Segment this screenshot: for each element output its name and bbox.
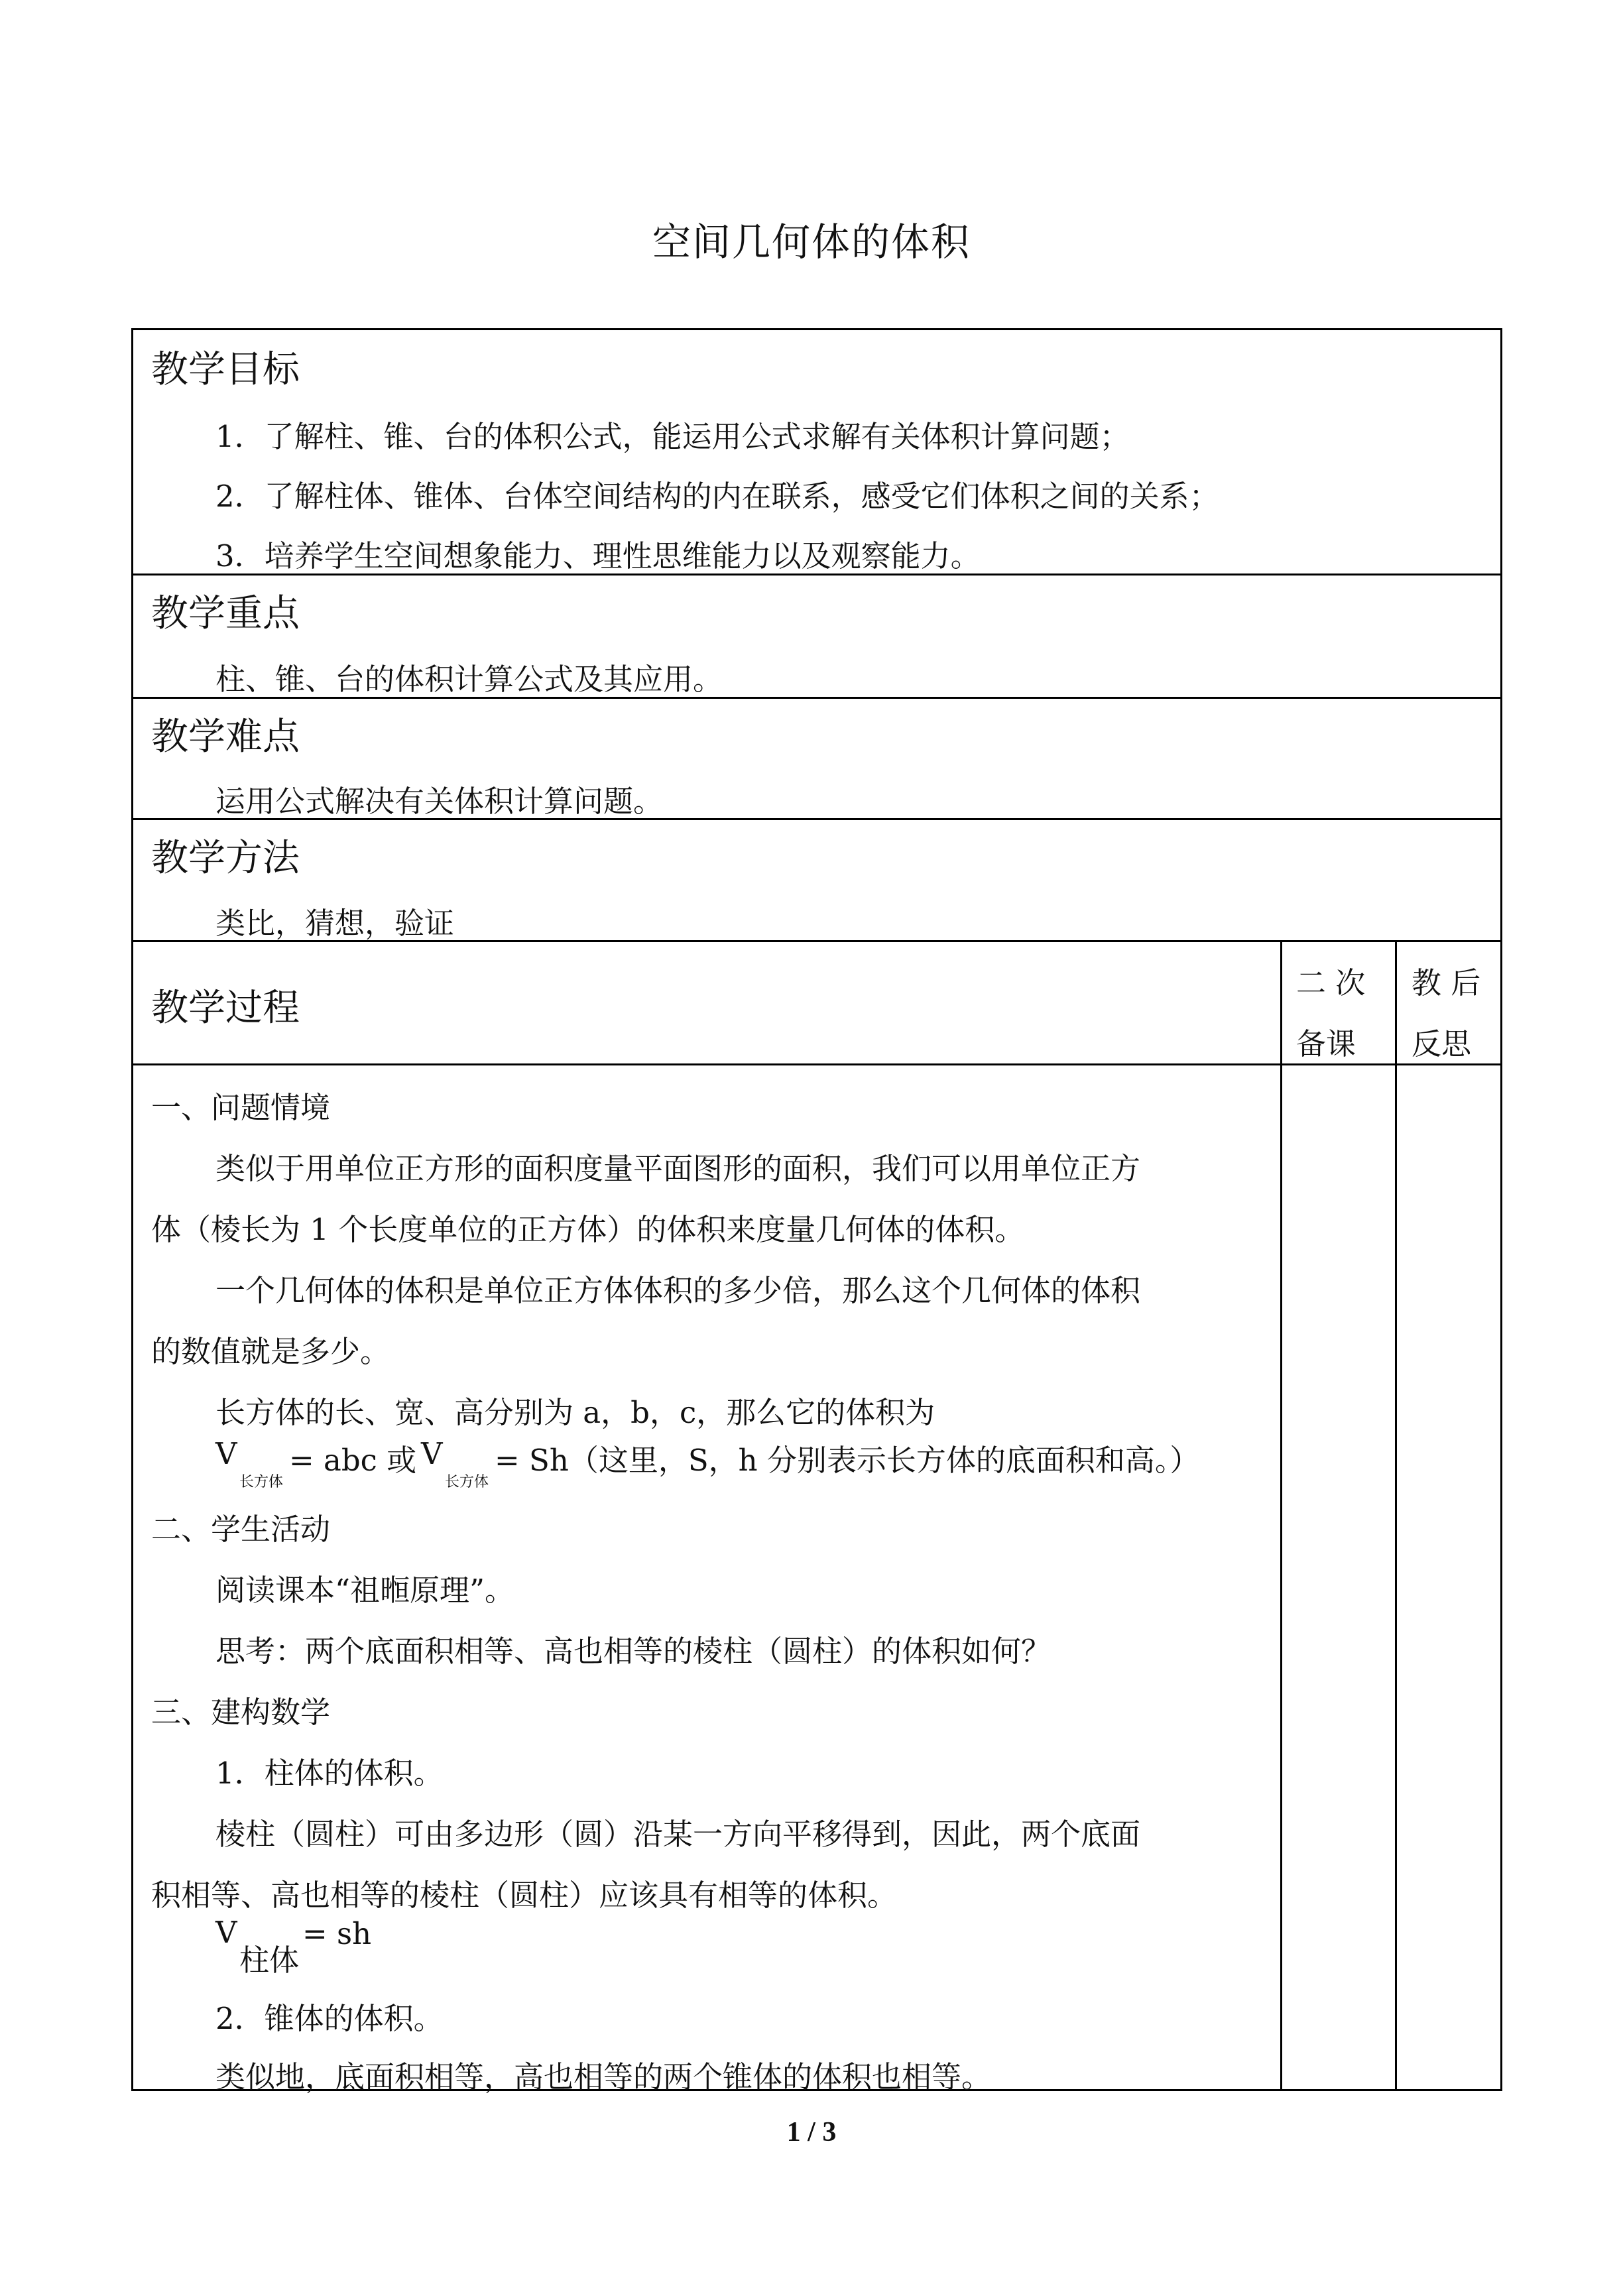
formula-subscript: 柱体 <box>239 1943 300 1978</box>
goal-item: 2．了解柱体、锥体、台体空间结构的内在联系，感受它们体积之间的关系； <box>215 479 1219 514</box>
goal-item: 1．了解柱、锥、台的体积公式，能运用公式求解有关体积计算问题； <box>215 419 1130 454</box>
paragraph-line: 2．锥体的体积。 <box>215 2001 444 2036</box>
process-heading: 教学过程 <box>151 987 300 1030</box>
formula-subscript: 长方体 <box>239 1474 284 1490</box>
difficulties-text: 运用公式解决有关体积计算问题。 <box>215 784 664 819</box>
page-title: 空间几何体的体积 <box>652 219 971 265</box>
reflection-column-header: 教 后 <box>1412 965 1481 1000</box>
paragraph-line: 一个几何体的体积是单位正方体体积的多少倍，那么这个几何体的体积 <box>215 1273 1141 1308</box>
methods-text: 类比，猜想，验证 <box>215 906 455 941</box>
paragraph-line: 的数值就是多少。 <box>151 1334 391 1369</box>
column-divider <box>1395 940 1397 2091</box>
paragraph-line: 类似地，底面积相等，高也相等的两个锥体的体积也相等。 <box>215 2059 992 2094</box>
paragraph-line: 类似于用单位正方形的面积度量平面图形的面积，我们可以用单位正方 <box>215 1151 1141 1186</box>
section-title: 一、问题情境 <box>151 1090 331 1125</box>
reflection-column-header: 反思 <box>1412 1026 1472 1061</box>
formula-text: = sh <box>302 1916 372 1951</box>
section-title: 二、学生活动 <box>151 1512 331 1547</box>
formula-subscript: 长方体 <box>445 1474 489 1490</box>
revision-column-header: 备课 <box>1296 1026 1356 1061</box>
paragraph-line: 积相等、高也相等的棱柱（圆柱）应该具有相等的体积。 <box>151 1878 898 1913</box>
formula-symbol: V <box>215 1436 237 1471</box>
paragraph-line: 1．柱体的体积。 <box>215 1756 444 1791</box>
revision-column-header: 二 次 <box>1296 965 1366 1000</box>
lesson-plan-table <box>131 328 1502 2094</box>
key-points-heading: 教学重点 <box>151 592 300 635</box>
goals-heading: 教学目标 <box>151 348 300 391</box>
formula-text: = Sh（这里，S，h 分别表示长方体的底面积和高。） <box>495 1443 1200 1478</box>
goal-item: 3．培养学生空间想象能力、理性思维能力以及观察能力。 <box>215 538 981 574</box>
row-divider <box>133 1063 1500 1065</box>
section-title: 三、建构数学 <box>151 1695 331 1730</box>
formula-text: = abc 或 <box>289 1443 417 1478</box>
formula-symbol: V <box>421 1436 443 1471</box>
paragraph-line: 长方体的长、宽、高分别为 a，b，c，那么它的体积为 <box>215 1395 935 1430</box>
page-number: 1 / 3 <box>786 2117 837 2147</box>
paragraph-line: 阅读课本“祖暅原理”。 <box>215 1573 515 1608</box>
difficulties-heading: 教学难点 <box>151 715 300 758</box>
formula-symbol: V <box>215 1915 237 1950</box>
column-divider <box>1280 940 1282 2091</box>
paragraph-line: 思考：两个底面积相等、高也相等的棱柱（圆柱）的体积如何？ <box>215 1634 1052 1669</box>
key-points-text: 柱、锥、台的体积计算公式及其应用。 <box>215 662 723 697</box>
paragraph-line: 棱柱（圆柱）可由多边形（圆）沿某一方向平移得到，因此，两个底面 <box>215 1817 1141 1852</box>
methods-heading: 教学方法 <box>151 837 300 880</box>
paragraph-line: 体（棱长为 1 个长度单位的正方体）的体积来度量几何体的体积。 <box>151 1212 1025 1247</box>
